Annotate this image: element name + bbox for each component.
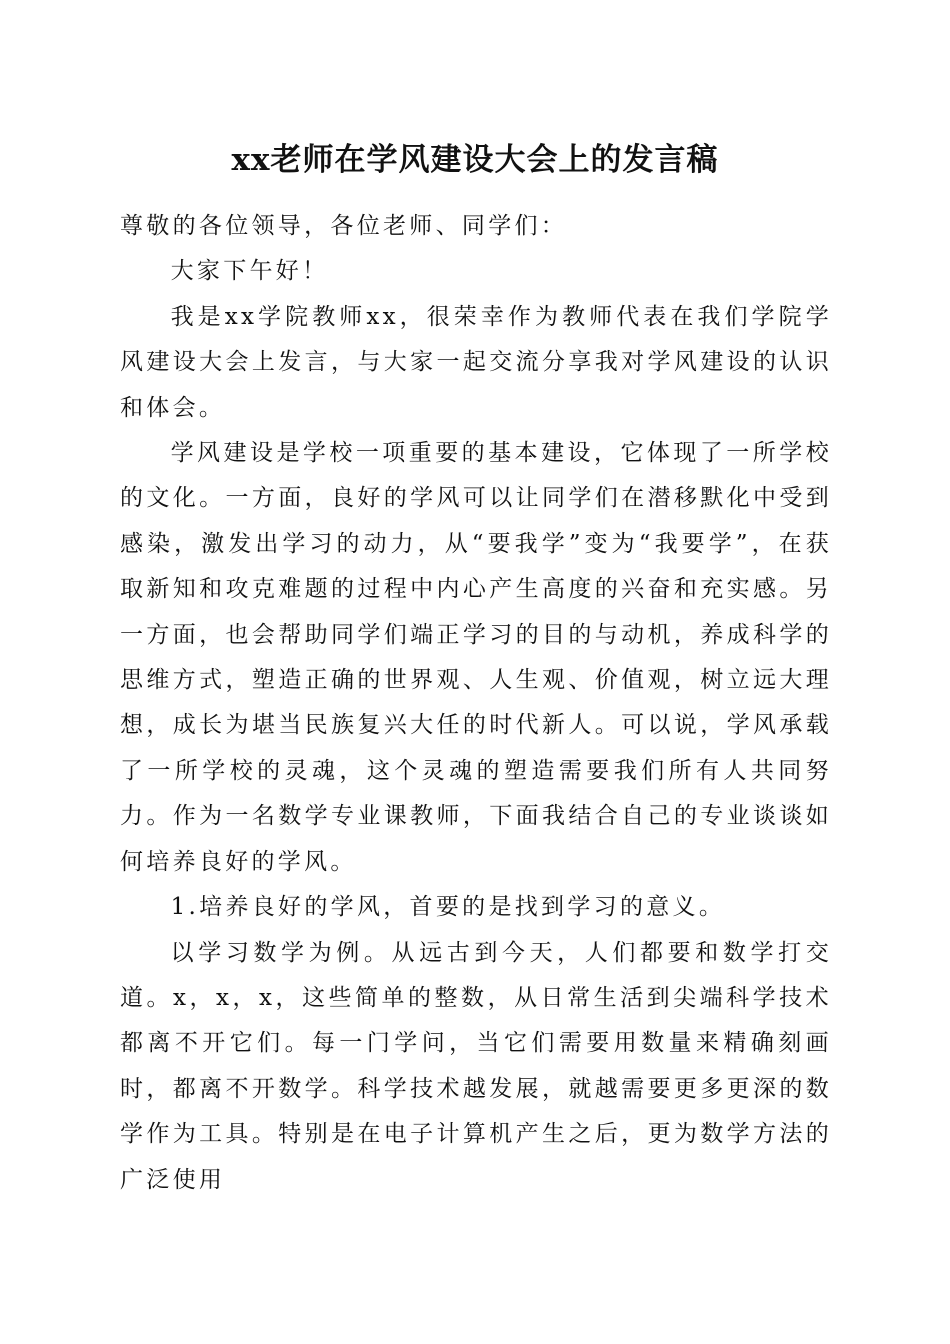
document-body xyxy=(120,204,832,1203)
paragraph-greeting: 大家下午好！ xyxy=(170,258,329,285)
document-title: xx老师在学风建设大会上的发言稿 xyxy=(231,142,719,178)
salutation: 尊敬的各位领导，各位老师、同学们： xyxy=(120,213,568,239)
paragraph-introduction: 我是xx学院教师xx，很荣幸作为教师代表在我们学院学风建设大会上发言，与大家一起交流分享我对学风建设的认识和体会。 xyxy=(120,303,832,421)
paragraph-study-style: 学风建设是学校一项重要的基本建设，它体现了一所学校的文化。一方面，良好的学风可以让同学们在潜移默化中受到感染，激发出学习的动力，从“要我学”变为“我要学”，在获取新知和攻克难题的过程中内心产生高度的兴奋和充实感。另一方面，也会帮助同学们端正学习的目的与动机，养成科学的思维方式，塑造正确的世界观、人生观、价值观，树立远大理想，成长为堪当民族复兴大任的时代新人。可以说，学风承载了一所学校的灵魂，这个灵魂的塑造需要我们所有人共同努力。作为一名数学专业课教师，下面我结合自己的专业谈谈如何培养良好的学风。 xyxy=(120,440,832,875)
paragraph-point-1: 1.培养良好的学风，首要的是找到学习的意义。 xyxy=(170,894,726,921)
paragraph-math-example: 以学习数学为例。从远古到今天，人们都要和数学打交道。x，x，x，这些简单的整数，从日常生活到尖端科学技术都离不开它们。每一门学问，当它们需要用数量来精确刻画时，都离不开数学。科学技术越发展，就越需要更多更深的数学作为工具。特别是在电子计算机产生之后，更为数学方法的广泛使用 xyxy=(120,939,832,1193)
